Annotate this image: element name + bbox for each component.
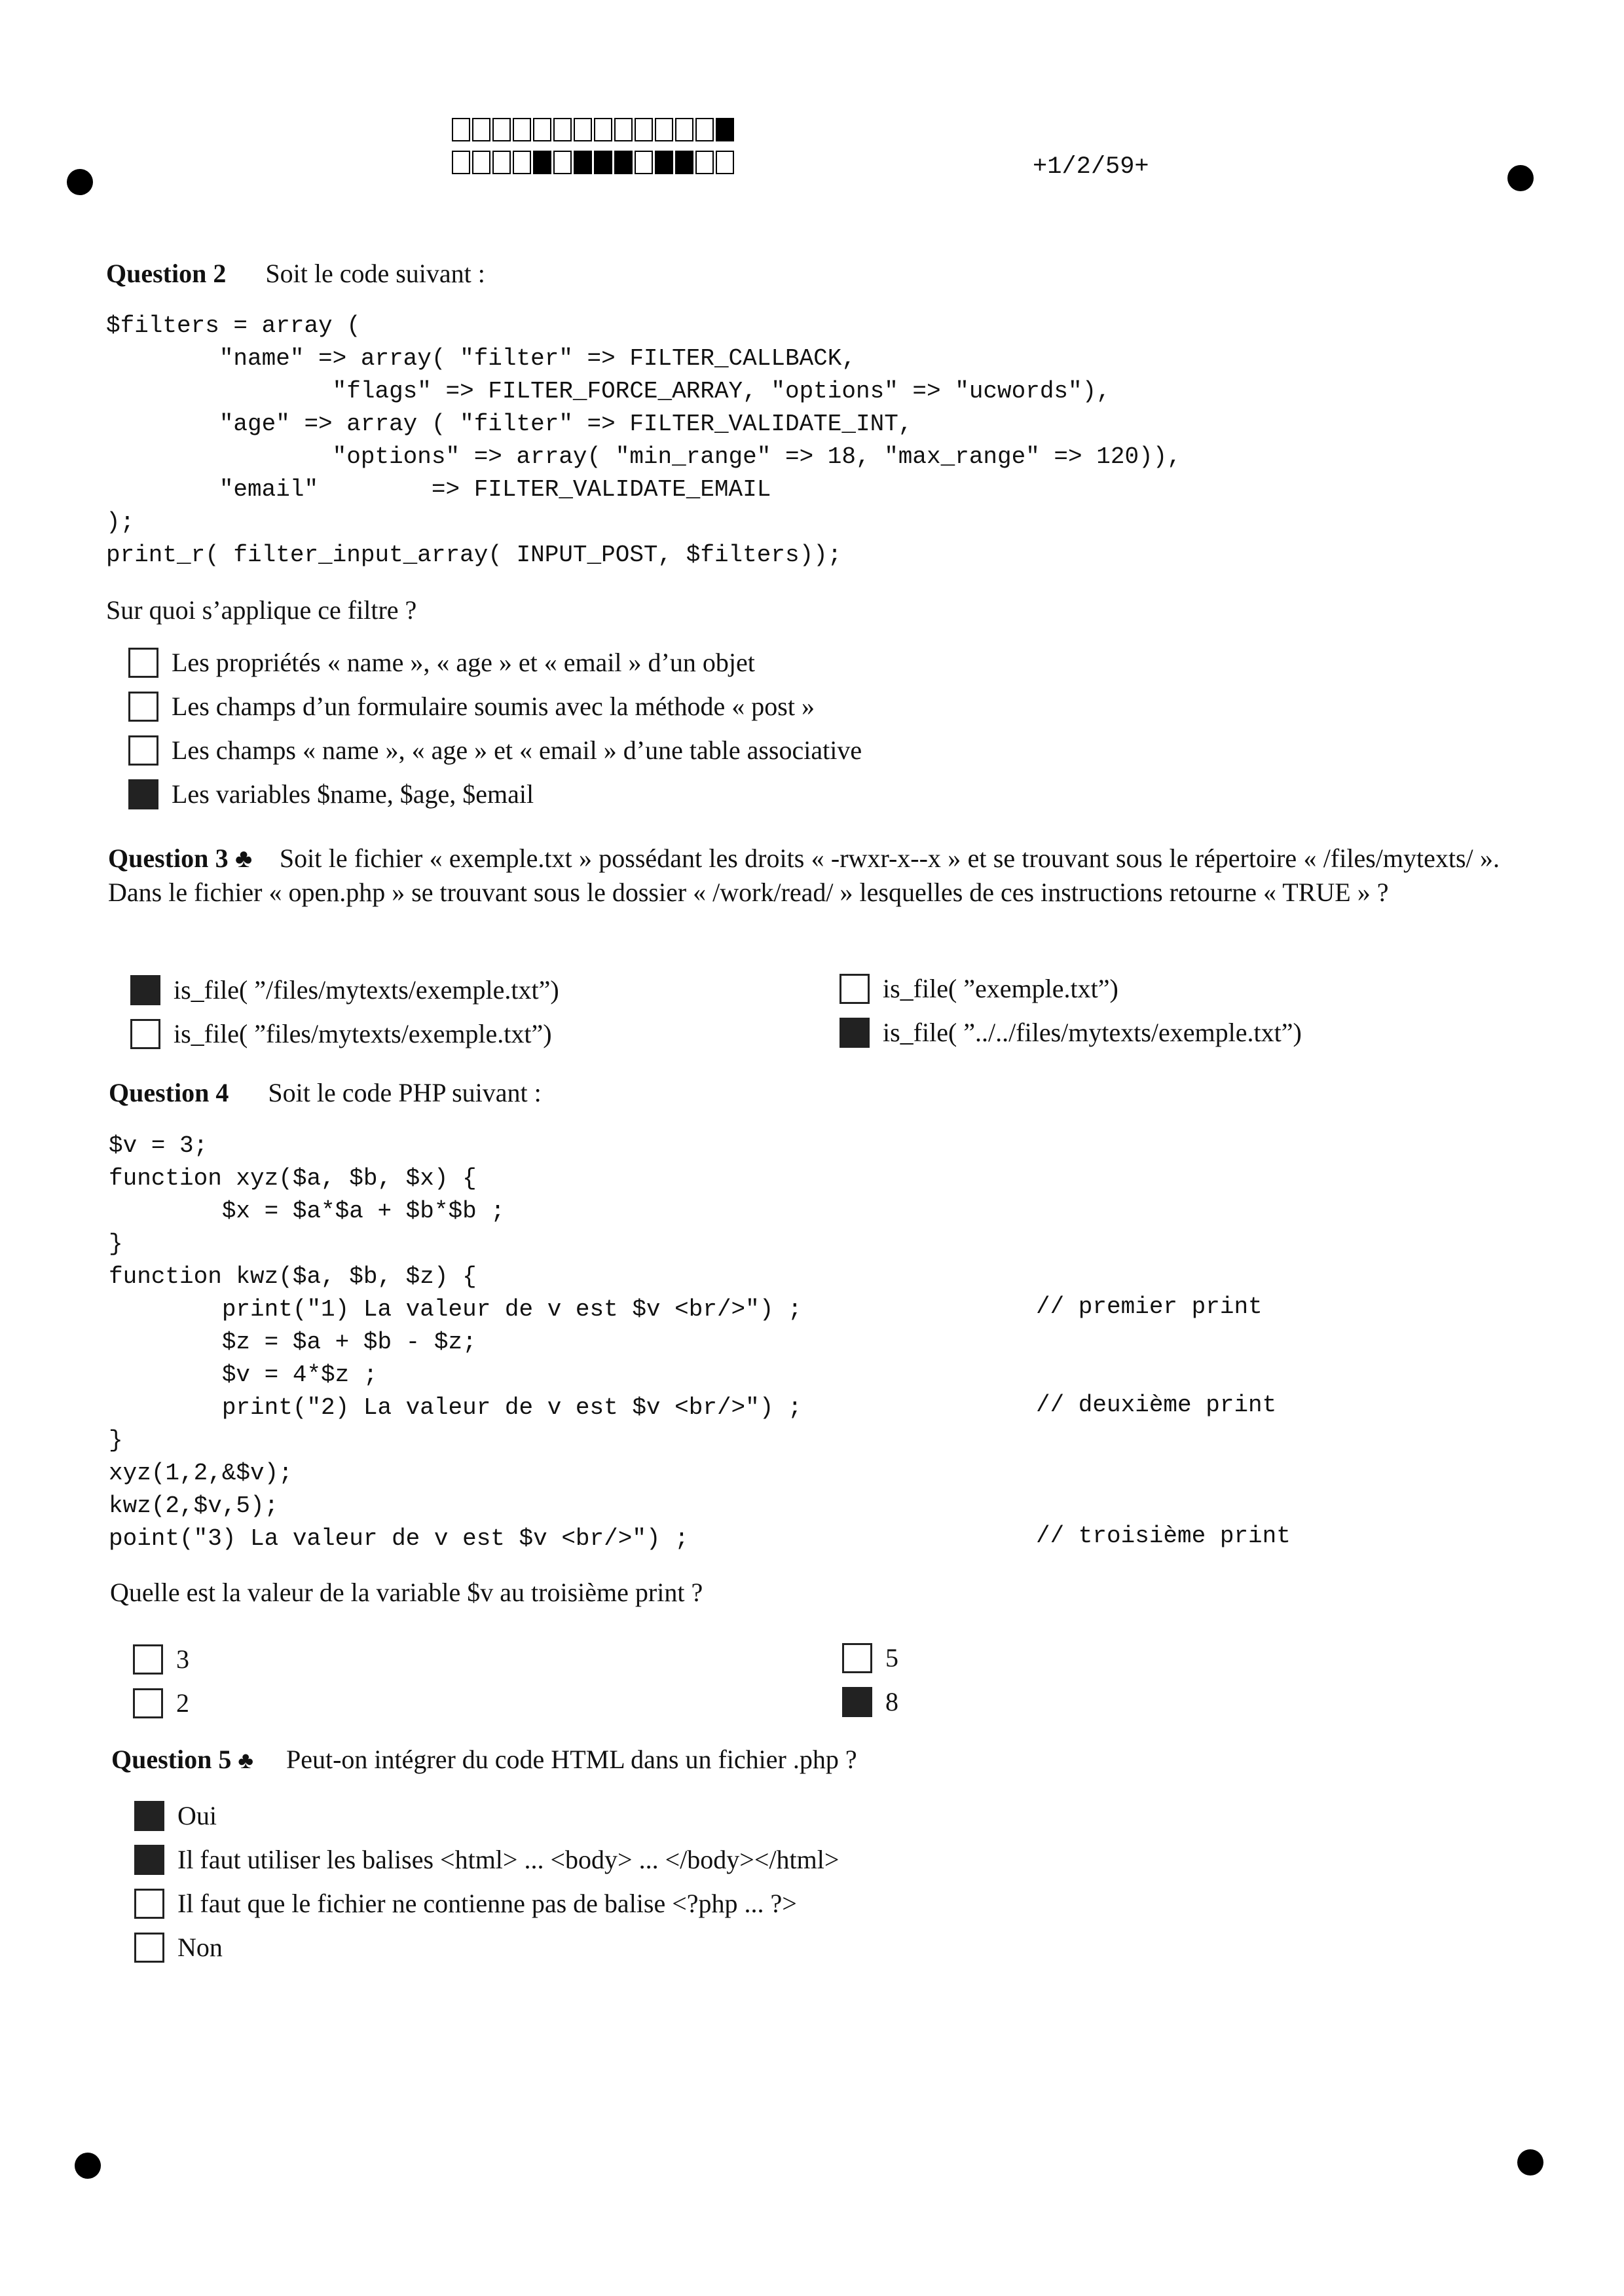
question-prompt: Peut-on intégrer du code HTML dans un fichier .php ? bbox=[286, 1745, 857, 1774]
q5-option-1[interactable] bbox=[134, 1800, 217, 1831]
barcode-cell bbox=[452, 118, 470, 141]
q2-option-1[interactable] bbox=[128, 647, 755, 678]
q3-checkbox-3[interactable] bbox=[130, 1019, 160, 1049]
barcode-cell bbox=[635, 151, 653, 174]
code-comment-2: // deuxième print bbox=[1036, 1392, 1277, 1418]
barcode-cell bbox=[472, 118, 490, 141]
question-4-code: $v = 3; function xyz($a, $b, $x) { $x = $a*$a + $b*$b ; } function kwz($a, $b, $z) { print("1) La valeur de v est $v <br/>") ; $z = $a + $b - $z; $v = 4*$z ; print("2) La valeur de v est $v <br/>") ; } xyz(1,2,&$v); kwz(2,$v,5); point("3) La valeur de v est $v <br/>") ; bbox=[109, 1132, 802, 1552]
question-number: Question 2 bbox=[106, 259, 227, 288]
question-2-code: $filters = array ( "name" => array( "filter" => FILTER_CALLBACK, "flags" => FILTER_FORCE_ARRAY, "options" => "ucwords"), "age" => array ( "filter" => FILTER_VALIDATE_INT, "options" => array( "min_range" => 18, "max_range" => 120)), "email" => FILTER_VALIDATE_EMAIL ); print_r( filter_input_array( INPUT_POST, $filters)); bbox=[106, 312, 1181, 568]
question-number: Question 3 bbox=[108, 843, 229, 873]
barcode-cell bbox=[695, 151, 714, 174]
barcode-cell bbox=[675, 118, 693, 141]
question-4-header bbox=[109, 1077, 542, 1108]
barcode-cell bbox=[695, 118, 714, 141]
barcode-cell bbox=[614, 118, 633, 141]
question-5-header bbox=[111, 1744, 857, 1775]
q5-option-2[interactable] bbox=[134, 1844, 839, 1875]
q5-checkbox-1[interactable] bbox=[134, 1801, 164, 1831]
q3-option-label: is_file( ”files/mytexts/exemple.txt”) bbox=[174, 1019, 552, 1048]
q5-checkbox-4[interactable] bbox=[134, 1933, 164, 1963]
q4-option-label: 8 bbox=[885, 1687, 898, 1716]
registration-mark-bottom-right bbox=[1517, 2149, 1543, 2176]
q2-option-label: Les champs « name », « age » et « email » d’une table associative bbox=[172, 735, 862, 765]
question-prompt: Soit le code suivant : bbox=[265, 259, 485, 288]
q4-option-3[interactable] bbox=[133, 1688, 189, 1718]
question-number: Question 4 bbox=[109, 1078, 229, 1107]
barcode-cell bbox=[553, 118, 572, 141]
barcode-cell bbox=[574, 118, 592, 141]
q3-checkbox-1[interactable] bbox=[130, 975, 160, 1005]
q5-checkbox-3[interactable] bbox=[134, 1889, 164, 1919]
question-prompt: Soit le code PHP suivant : bbox=[268, 1078, 542, 1107]
q3-option-4[interactable] bbox=[840, 1017, 1302, 1048]
registration-mark-top-right bbox=[1507, 165, 1534, 191]
q2-option-label: Les variables $name, $age, $email bbox=[172, 779, 534, 809]
barcode-cell bbox=[574, 151, 592, 174]
q2-checkbox-2[interactable] bbox=[128, 692, 158, 722]
barcode-cell bbox=[675, 151, 693, 174]
q5-option-4[interactable] bbox=[134, 1932, 223, 1963]
barcode-cell bbox=[533, 151, 551, 174]
barcode-cell bbox=[655, 151, 673, 174]
code-comment-3: // troisième print bbox=[1036, 1523, 1291, 1549]
barcode-cell bbox=[533, 118, 551, 141]
q3-option-2[interactable] bbox=[840, 973, 1118, 1004]
q3-option-label: is_file( ”/files/mytexts/exemple.txt”) bbox=[174, 975, 559, 1005]
q2-checkbox-4[interactable] bbox=[128, 779, 158, 809]
question-number: Question 5 bbox=[111, 1745, 232, 1774]
barcode-cell bbox=[594, 118, 612, 141]
q4-option-label: 3 bbox=[176, 1644, 189, 1674]
club-icon: ♣ bbox=[235, 843, 253, 873]
q3-option-3[interactable] bbox=[130, 1018, 552, 1049]
registration-mark-top-left bbox=[67, 169, 93, 195]
barcode-cell bbox=[553, 151, 572, 174]
registration-mark-bottom-left bbox=[75, 2153, 101, 2179]
q5-option-3[interactable] bbox=[134, 1888, 797, 1919]
question-prompt: Soit le fichier « exemple.txt » possédant les droits « -rwxr-x--x » et se trouvant sous le répertoire « /files/mytexts/ ». Dans le fichier « open.php » se trouvant sous le dossier « /work/read/ » lesquelles de ces instructions retourne « TRUE » ? bbox=[108, 843, 1500, 907]
question-2-header bbox=[106, 258, 485, 289]
q4-option-4[interactable] bbox=[842, 1686, 898, 1717]
page-id: +1/2/59+ bbox=[1033, 153, 1149, 181]
q2-checkbox-1[interactable] bbox=[128, 648, 158, 678]
q2-option-4[interactable] bbox=[128, 779, 534, 809]
question-2-text: Sur quoi s’applique ce filtre ? bbox=[106, 595, 417, 625]
q2-option-label: Les champs d’un formulaire soumis avec la méthode « post » bbox=[172, 692, 815, 721]
code-comment-1: // premier print bbox=[1036, 1293, 1263, 1320]
q2-option-label: Les propriétés « name », « age » et « email » d’un objet bbox=[172, 648, 755, 677]
student-id-barcode-row-2 bbox=[452, 151, 736, 174]
q2-option-3[interactable] bbox=[128, 735, 862, 766]
q3-checkbox-2[interactable] bbox=[840, 974, 870, 1004]
club-icon: ♣ bbox=[238, 1747, 253, 1773]
q4-checkbox-1[interactable] bbox=[133, 1644, 163, 1675]
q3-option-label: is_file( ”../../files/mytexts/exemple.txt”) bbox=[883, 1018, 1302, 1047]
q5-option-label: Oui bbox=[177, 1801, 217, 1830]
barcode-cell bbox=[594, 151, 612, 174]
barcode-cell bbox=[452, 151, 470, 174]
barcode-cell bbox=[513, 118, 531, 141]
q5-option-label: Il faut utiliser les balises <html> ... <body> ... </body></html> bbox=[177, 1845, 840, 1874]
q5-checkbox-2[interactable] bbox=[134, 1845, 164, 1875]
barcode-cell bbox=[655, 118, 673, 141]
q3-option-label: is_file( ”exemple.txt”) bbox=[883, 974, 1118, 1003]
barcode-cell bbox=[492, 118, 511, 141]
question-4-text: Quelle est la valeur de la variable $v au troisième print ? bbox=[110, 1578, 703, 1607]
q4-option-label: 5 bbox=[885, 1643, 898, 1673]
q5-option-label: Non bbox=[177, 1933, 223, 1962]
q4-option-label: 2 bbox=[176, 1688, 189, 1718]
q3-option-1[interactable] bbox=[130, 974, 559, 1005]
barcode-cell bbox=[472, 151, 490, 174]
q4-checkbox-3[interactable] bbox=[133, 1688, 163, 1718]
q4-checkbox-4[interactable] bbox=[842, 1687, 872, 1717]
q4-checkbox-2[interactable] bbox=[842, 1643, 872, 1673]
q4-option-2[interactable] bbox=[842, 1642, 898, 1673]
q3-checkbox-4[interactable] bbox=[840, 1018, 870, 1048]
q4-option-1[interactable] bbox=[133, 1644, 189, 1675]
q5-option-label: Il faut que le fichier ne contienne pas de balise <?php ... ?> bbox=[177, 1889, 797, 1918]
q2-checkbox-3[interactable] bbox=[128, 735, 158, 766]
barcode-cell bbox=[492, 151, 511, 174]
student-id-barcode-row-1 bbox=[452, 118, 736, 141]
question-3-header bbox=[108, 842, 1500, 910]
barcode-cell bbox=[716, 151, 734, 174]
barcode-cell bbox=[635, 118, 653, 141]
barcode-cell bbox=[513, 151, 531, 174]
barcode-cell bbox=[716, 118, 734, 141]
q2-option-2[interactable] bbox=[128, 691, 815, 722]
barcode-cell bbox=[614, 151, 633, 174]
